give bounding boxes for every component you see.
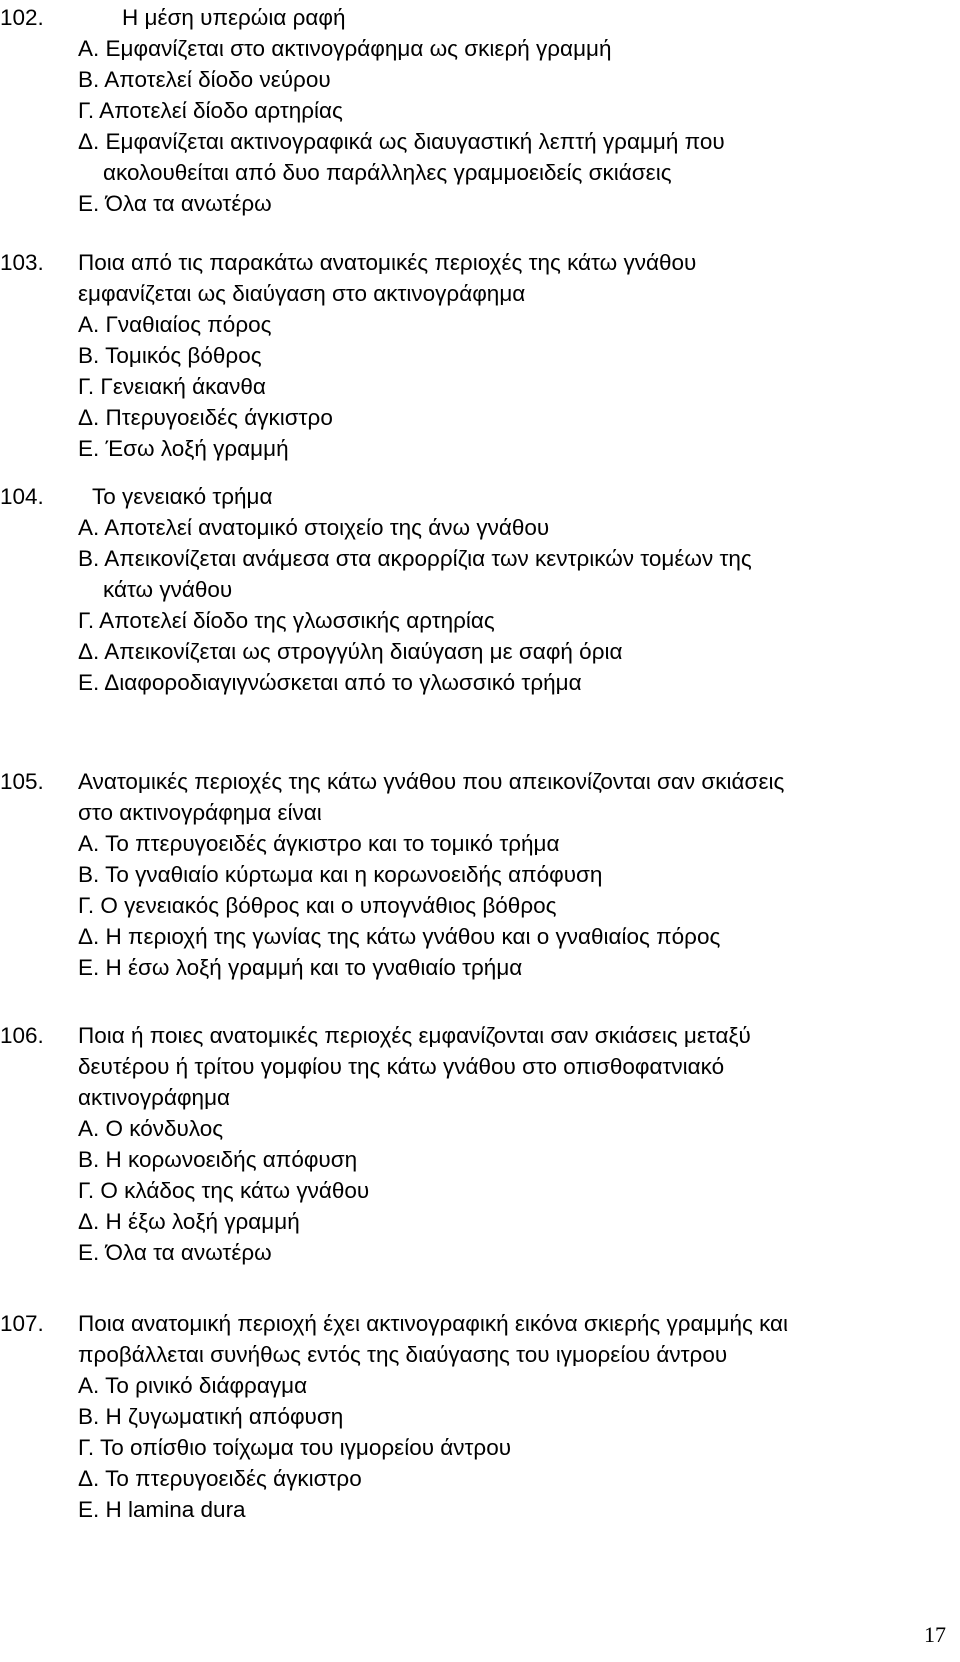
question-stem bbox=[0, 766, 960, 797]
option-text: Ε. Όλα τα ανωτέρω bbox=[78, 191, 272, 216]
answer-option-e bbox=[78, 188, 960, 219]
option-text: Γ. Ο κλάδος της κάτω γνάθου bbox=[78, 1178, 370, 1203]
question-stem-continued bbox=[0, 1339, 960, 1370]
answer-option-e bbox=[78, 952, 960, 983]
answer-option-b bbox=[78, 1401, 960, 1432]
answer-option-c bbox=[78, 1175, 960, 1206]
option-text: Β. Η ζυγωματική απόφυση bbox=[78, 1404, 344, 1429]
answer-option-a bbox=[78, 828, 960, 859]
question-105 bbox=[0, 766, 960, 983]
option-text: Δ. Πτερυγοειδές άγκιστρο bbox=[78, 405, 333, 430]
answer-option-b bbox=[78, 340, 960, 371]
answer-option-e bbox=[78, 1237, 960, 1268]
answer-option-b bbox=[78, 64, 960, 95]
question-text: εμφανίζεται ως διαύγαση στο ακτινογράφημα bbox=[78, 281, 526, 306]
option-text: Β. Η κορωνοειδής απόφυση bbox=[78, 1147, 358, 1172]
question-text: Ποια ή ποιες ανατομικές περιοχές εμφανίζονται σαν σκιάσεις μεταξύ bbox=[78, 1023, 751, 1048]
answer-option-d bbox=[78, 636, 960, 667]
question-107 bbox=[0, 1308, 960, 1525]
option-text: Β. Τομικός βόθρος bbox=[78, 343, 262, 368]
answer-option-a bbox=[78, 33, 960, 64]
answer-option-a bbox=[78, 512, 960, 543]
question-stem bbox=[0, 247, 960, 278]
option-text: Δ. Η περιοχή της γωνίας της κάτω γνάθου και ο γναθιαίος πόρος bbox=[78, 924, 721, 949]
question-102 bbox=[0, 2, 960, 219]
answer-option-c bbox=[78, 371, 960, 402]
option-text: Α. Εμφανίζεται στο ακτινογράφημα ως σκιερή γραμμή bbox=[78, 36, 612, 61]
answer-option-e bbox=[78, 667, 960, 698]
question-stem bbox=[0, 481, 960, 512]
question-stem bbox=[0, 2, 960, 33]
answer-option-b bbox=[78, 543, 960, 605]
question-stem bbox=[0, 1308, 960, 1339]
question-stem-continued bbox=[0, 278, 960, 309]
question-text: στο ακτινογράφημα είναι bbox=[78, 800, 322, 825]
option-text-continued: κάτω γνάθου bbox=[103, 577, 233, 602]
question-text: Ποια ανατομική περιοχή έχει ακτινογραφική εικόνα σκιερής γραμμής και bbox=[78, 1311, 789, 1336]
question-text: προβάλλεται συνήθως εντός της διαύγασης του ιγμορείου άντρου bbox=[78, 1342, 728, 1367]
question-106 bbox=[0, 1020, 960, 1268]
question-number: 103. bbox=[0, 250, 44, 275]
option-text: Γ. Αποτελεί δίοδο αρτηρίας bbox=[78, 98, 343, 123]
question-number: 102. bbox=[0, 5, 44, 30]
option-text: Α. Γναθιαίος πόρος bbox=[78, 312, 272, 337]
question-stem-continued bbox=[0, 1082, 960, 1113]
option-text: Γ. Αποτελεί δίοδο της γλωσσικής αρτηρίας bbox=[78, 608, 495, 633]
answer-options bbox=[0, 33, 960, 219]
question-104 bbox=[0, 481, 960, 698]
option-text: Β. Απεικονίζεται ανάμεσα στα ακρορρίζια των κεντρικών τομέων της bbox=[78, 546, 752, 571]
answer-option-c bbox=[78, 95, 960, 126]
answer-option-a bbox=[78, 309, 960, 340]
question-number: 106. bbox=[0, 1023, 44, 1048]
option-text: Α. Αποτελεί ανατομικό στοιχείο της άνω γνάθου bbox=[78, 515, 550, 540]
option-text: Α. Το ρινικό διάφραγμα bbox=[78, 1373, 308, 1398]
question-text: Το γενειακό τρήμα bbox=[92, 484, 273, 509]
option-text: Ε. Η έσω λοξή γραμμή και το γναθιαίο τρήμα bbox=[78, 955, 523, 980]
question-103 bbox=[0, 247, 960, 464]
option-text: Γ. Γενειακή άκανθα bbox=[78, 374, 266, 399]
answer-option-d bbox=[78, 1463, 960, 1494]
answer-option-d bbox=[78, 1206, 960, 1237]
option-text: Γ. Το οπίσθιο τοίχωμα του ιγμορείου άντρου bbox=[78, 1435, 512, 1460]
question-text: δευτέρου ή τρίτου γομφίου της κάτω γνάθου στο οπισθοφατνιακό bbox=[78, 1054, 725, 1079]
answer-option-c bbox=[78, 890, 960, 921]
answer-option-c bbox=[78, 1432, 960, 1463]
question-stem-continued bbox=[0, 797, 960, 828]
answer-option-a bbox=[78, 1370, 960, 1401]
answer-option-e bbox=[78, 433, 960, 464]
option-text-continued: ακολουθείται από δυο παράλληλες γραμμοειδείς σκιάσεις bbox=[103, 160, 672, 185]
answer-options bbox=[0, 1370, 960, 1525]
question-text: Η μέση υπερώια ραφή bbox=[122, 5, 346, 30]
option-text: Β. Το γναθιαίο κύρτωμα και η κορωνοειδής απόφυση bbox=[78, 862, 603, 887]
option-text: Α. Ο κόνδυλος bbox=[78, 1116, 224, 1141]
question-text: Ποια από τις παρακάτω ανατομικές περιοχές της κάτω γνάθου bbox=[78, 250, 697, 275]
question-text: Ανατομικές περιοχές της κάτω γνάθου που απεικονίζονται σαν σκιάσεις bbox=[78, 769, 785, 794]
option-text: Β. Αποτελεί δίοδο νεύρου bbox=[78, 67, 331, 92]
answer-option-c bbox=[78, 605, 960, 636]
option-text: Α. Το πτερυγοειδές άγκιστρο και το τομικό τρήμα bbox=[78, 831, 560, 856]
option-text: Δ. Το πτερυγοειδές άγκιστρο bbox=[78, 1466, 362, 1491]
answer-option-a bbox=[78, 1113, 960, 1144]
question-number: 107. bbox=[0, 1311, 44, 1336]
answer-options bbox=[0, 512, 960, 698]
answer-option-d bbox=[78, 921, 960, 952]
question-stem-continued bbox=[0, 1051, 960, 1082]
option-text: Ε. Έσω λοξή γραμμή bbox=[78, 436, 289, 461]
page-number: 17 bbox=[924, 1622, 946, 1647]
answer-option-d bbox=[78, 126, 960, 188]
answer-options bbox=[0, 1113, 960, 1268]
option-text: Ε. Όλα τα ανωτέρω bbox=[78, 1240, 272, 1265]
option-text: Δ. Απεικονίζεται ως στρογγύλη διαύγαση με σαφή όρια bbox=[78, 639, 623, 664]
answer-options bbox=[0, 309, 960, 464]
question-stem bbox=[0, 1020, 960, 1051]
answer-option-e bbox=[78, 1494, 960, 1525]
option-text: Ε. Η lamina dura bbox=[78, 1497, 246, 1522]
answer-option-b bbox=[78, 1144, 960, 1175]
option-text: Δ. Εμφανίζεται ακτινογραφικά ως διαυγαστική λεπτή γραμμή που bbox=[78, 129, 725, 154]
answer-option-d bbox=[78, 402, 960, 433]
question-number: 105. bbox=[0, 769, 44, 794]
answer-options bbox=[0, 828, 960, 983]
option-text: Γ. Ο γενειακός βόθρος και ο υπογνάθιος βόθρος bbox=[78, 893, 557, 918]
question-text: ακτινογράφημα bbox=[78, 1085, 231, 1110]
option-text: Δ. Η έξω λοξή γραμμή bbox=[78, 1209, 300, 1234]
option-text: Ε. Διαφοροδιαγιγνώσκεται από το γλωσσικό τρήμα bbox=[78, 670, 582, 695]
answer-option-b bbox=[78, 859, 960, 890]
question-number: 104. bbox=[0, 484, 44, 509]
